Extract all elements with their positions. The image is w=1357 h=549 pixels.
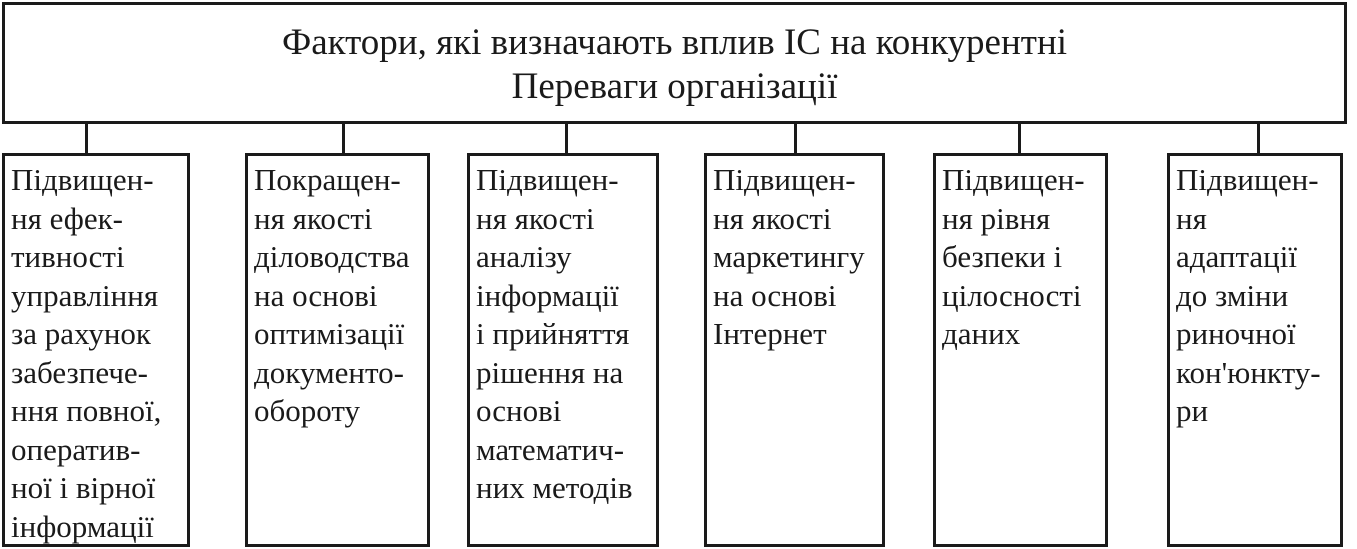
factor-text: Підвищен- ня якості аналізу інформації і прийняття рішення на основі математич- них методів — [476, 162, 633, 505]
header-box — [2, 2, 1347, 124]
factor-text: Підвищен- ня ефек- тивності управління за рахунок забезпече- ння повної, оператив- ної і вірної інформації — [11, 162, 162, 544]
factor-box-analysis — [467, 153, 659, 547]
factor-text: Підвищен- ня якості маркетингу на основі Інтернет — [713, 162, 865, 351]
factor-box-records — [245, 153, 430, 547]
connector-line — [342, 124, 345, 154]
connector-line — [85, 124, 88, 154]
factor-box-efficiency — [2, 153, 190, 547]
factor-text: Підвищен- ня рівня безпеки і цілосності даних — [942, 162, 1085, 351]
factor-box-security — [933, 153, 1108, 547]
factor-box-marketing — [704, 153, 885, 547]
factor-text: Підвищен- ня адаптації до зміни риночної кон'юнкту- ри — [1176, 162, 1321, 428]
connector-line — [794, 124, 797, 154]
factor-text: Покращен- ня якості діловодства на основі оптимізації документо- обороту — [254, 162, 410, 428]
connector-line — [565, 124, 568, 154]
header-title: Фактори, які визначають вплив ІС на конкурентні Переваги організації — [281, 22, 1068, 107]
factor-box-adaptation — [1167, 153, 1343, 547]
connector-line — [1257, 124, 1260, 154]
connector-line — [1018, 124, 1021, 154]
